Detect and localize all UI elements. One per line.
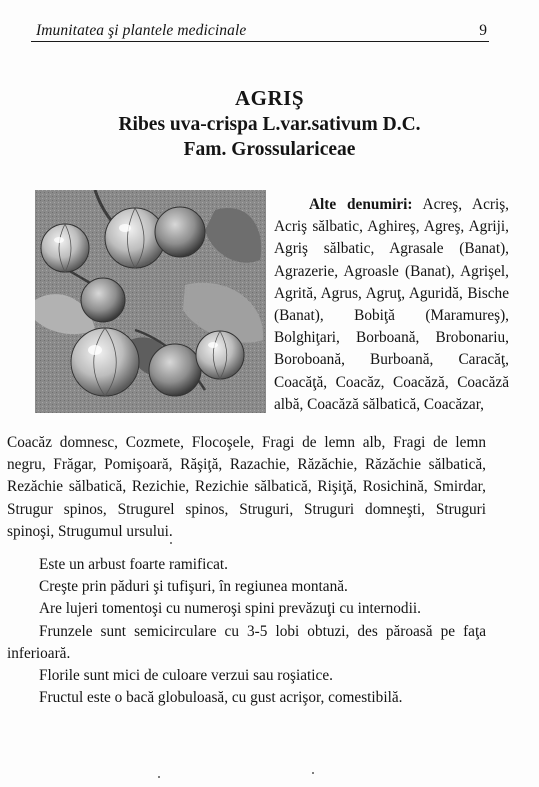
plant-title: AGRIŞ — [234, 86, 305, 110]
paragraph: Frunzele sunt semicirculare cu 3-5 lobi obtuzi, des păroasă pe faţa inferioară. — [7, 622, 486, 662]
alt-names-label: Alte denumiri: — [309, 196, 413, 213]
paragraph: Este un arbust foarte ramificat. — [39, 556, 229, 573]
scientific-name: Ribes uva-crispa L.var.sativum D.C. — [118, 114, 421, 135]
alt-names-text: Acreş, Acriş, Acriş sălbatic, Aghireş, Agreş, Agriji, Agriş sălbatic, Agrasale (Banat), Agrazerie, Agroasle (Banat), Agrişel, Agrită, Agrus, Agruţ, Aguridă, Bische (Banat), Bobiţă (Maramureş), Bolghiţari, Borboană, Brobonariu, Boroboană, Burboană, Caracăţ, Coacăţă, Coacăz, Coacăză, Coacăză albă, Coacăză sălbatică, Coacăzar, — [274, 196, 509, 413]
running-header — [31, 21, 489, 42]
title-block — [0, 86, 539, 162]
print-speck — [170, 542, 172, 544]
paragraph: Fructul este o bacă globuloasă, cu gust acrişor, comestibilă. — [39, 689, 403, 707]
gooseberry-illustration — [35, 190, 266, 413]
family-name: Fam. Grossulariceae — [183, 139, 356, 160]
description — [7, 554, 486, 709]
print-speck — [312, 772, 314, 774]
page-number: 9 — [479, 22, 487, 39]
paragraph: Are lujeri tomentoşi cu numeroşi spini prevăzuţi cu internodii. — [39, 600, 421, 618]
paragraph: Creşte prin păduri şi tufişuri, în regiunea montană. — [39, 578, 348, 596]
running-title: Imunitatea şi plantele medicinale — [36, 22, 247, 39]
alt-names-beside-photo — [274, 194, 509, 416]
print-speck — [158, 776, 160, 778]
paragraph: Florile sunt mici de culoare verzui sau roşiatice. — [39, 667, 333, 685]
alt-names-below-photo: Coacăz domnesc, Cozmete, Flocoşele, Fragi de lemn alb, Fragi de lemn negru, Frăgar, Pomişoară, Răşiţă, Razachie, Răzăchie, Răzăchie sălbatică, Rezăchie sălbatică, Rezichie, Rezichie sălbatică, Rişiţă, Rosichină, Smirdar, Strugur spinos, Strugurel spinos, Struguri, Struguri domneşti, Struguri spinoşi, Strugumul ursului. — [7, 434, 486, 540]
gooseberry-photo — [35, 190, 266, 413]
